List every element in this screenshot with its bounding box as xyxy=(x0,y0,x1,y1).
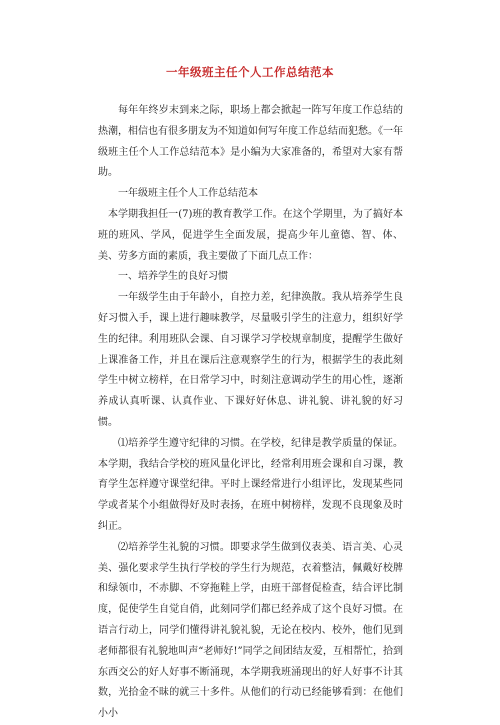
document-title: 一年级班主任个人工作总结范本 xyxy=(166,65,334,79)
courtesy-paragraph: ⑵培养学生礼貌的习惯。即要求学生做到仪表美、语言美、心灵美、强化要求学生执行学校的学生行为规范，衣着整洁，佩戴好校牌和绿领巾，不赤脚、不穿拖鞋上学，由班干部督促检查，结合评比制度，促使学生自觉自俏，此刻同学们都已经养成了这个良好习惯。在语言行动上，同学们懂得讲礼貌礼貌，无论在校内、校外，他们见到老师都很有礼貌地叫声“老师好!”同学之间团结友爱，互相帮忙，拾到东西交公的好人好事不断涌现，本学期我班涌现出的好人好事不计其数，光拾金不昧的就三十多件。从他们的行动已经能够看到：在他们小小 xyxy=(98,541,403,720)
section-heading: 一、培养学生的良好习惯 xyxy=(118,271,228,283)
intro-paragraph: 每年年终岁末到来之际，职场上都会掀起一阵写年度工作总结的热潮，相信也有很多朋友为不知道如何写年度工作总结而犯愁。《一年级班主任个人工作总结范本》是小编为大家准备的，希望对大家有帮助。 xyxy=(98,105,403,179)
habits-paragraph: 一年级学生由于年龄小，自控力差，纪律涣散。我从培养学生良好习惯入手，课上进行趣味教学，尽量吸引学生的注意力，组织好学生的纪律。利用班队会课、自习课学习学校规章制度，提醒学生做好上课准备工作，并且在课后注意观察学生的行为，根据学生的表此刻学生中树立榜样，在日常学习中，时刻注意调动学生的用心性，逐渐养成认真听课、认真作业、下课好好休息、讲礼貌、讲礼貌的好习惯。 xyxy=(98,292,403,428)
document-body xyxy=(98,101,403,725)
subtitle-paragraph: 一年级班主任个人工作总结范本 xyxy=(118,188,258,200)
discipline-paragraph: ⑴培养学生遵守纪律的习惯。在学校，纪律是教学质量的保证。本学期，我结合学校的班风量化评比，经常利用班会课和自习课，教育学生怎样遵守课堂纪律。平时上课经常进行小组评比，发现某些同学或者某个小组做得好及时表扬，在班中树榜样，发现不良现象及时纠正。 xyxy=(98,437,403,532)
opening-paragraph: 本学期我担任一(7)班的教育教学工作。在这个学期里，为了搞好本班的班风、学风，促进学生全面发展，提高少年儿童德、智、体、美、劳多方面的素质，我主要做了下面几点工作： xyxy=(98,208,403,262)
